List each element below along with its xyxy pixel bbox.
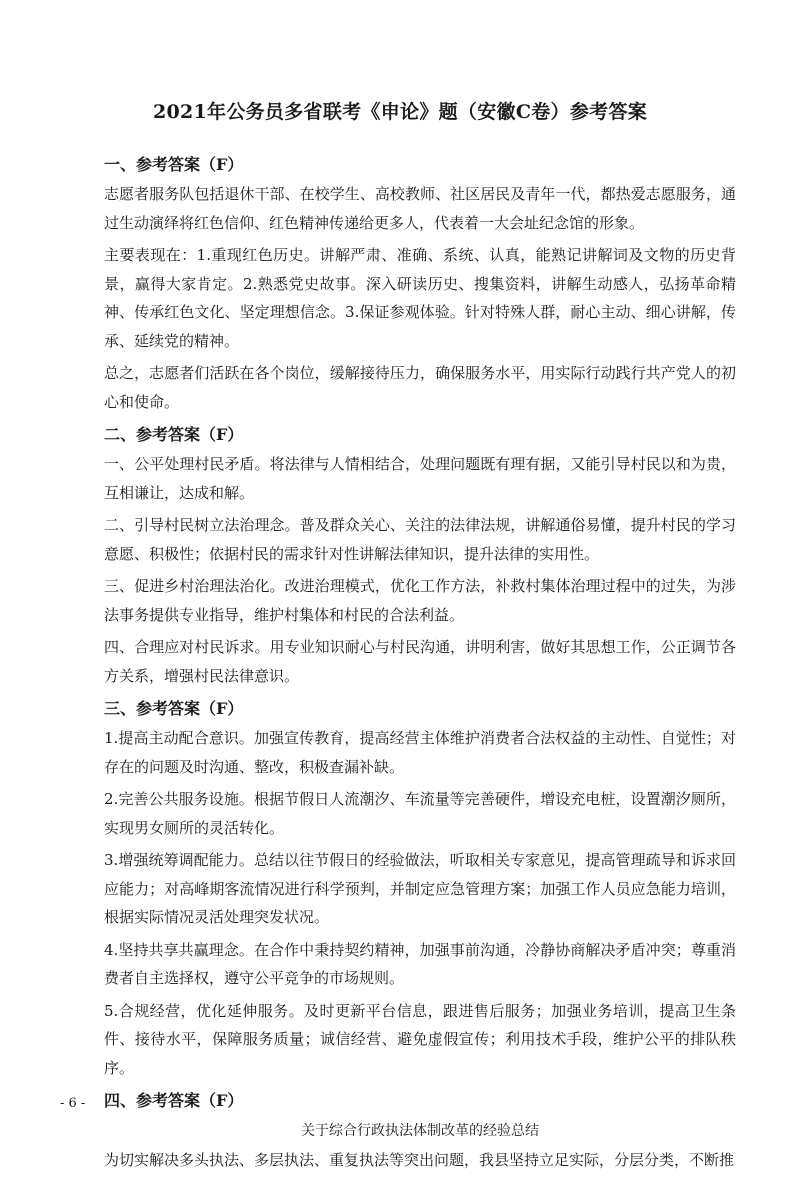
page-number: - 6 - (60, 1096, 86, 1111)
document-title: 2021年公务员多省联考《申论》题（安徽C卷）参考答案 (152, 101, 648, 123)
paragraph: 三、促进乡村治理法治化。改进治理模式，优化工作方法，补救村集体治理过程中的过失，为涉法事务提供专业指导，维护村集体和村民的合法利益。 (104, 577, 736, 624)
paragraph: 2.完善公共服务设施。根据节假日人流潮汐、车流量等完善硬件，增设充电桩，设置潮汐厕所，实现男女厕所的灵活转化。 (104, 790, 736, 837)
paragraph: 四、合理应对村民诉求。用专业知识耐心与村民沟通，讲明利害，做好其思想工作，公正调节各方关系，增强村民法律意识。 (104, 638, 736, 685)
paragraph: 二、引导村民树立法治理念。普及群众关心、关注的法律法规，讲解通俗易懂，提升村民的学习意愿、积极性；依据村民的需求针对性讲解法律知识，提升法律的实用性。 (104, 516, 736, 563)
paragraph: 4.坚持共享共赢理念。在合作中秉持契约精神，加强事前沟通，冷静协商解决矛盾冲突；尊重消费者自主选择权，遵守公平竞争的市场规则。 (104, 940, 736, 987)
answer-section-1 (104, 150, 736, 416)
paragraph: 志愿者服务队包括退休干部、在校学生、高校教师、社区居民及青年一代，都热爱志愿服务，通过生动演绎将红色信仰、红色精神传递给更多人，代表着一大会址纪念馆的形象。 (104, 185, 736, 232)
section-heading: 三、参考答案（F） (104, 699, 244, 718)
paragraph: 1.提高主动配合意识。加强宣传教育，提高经营主体维护消费者合法权益的主动性、自觉性；对存在的问题及时沟通、整改，积极查漏补缺。 (104, 729, 736, 776)
answer-section-3 (104, 694, 736, 1082)
paragraph: 总之，志愿者们活跃在各个岗位，缓解接待压力，确保服务水平，用实际行动践行共产党人的初心和使命。 (104, 364, 736, 411)
answer-section-4 (104, 1086, 736, 1175)
essay-subtitle: 关于综合行政执法体制改革的经验总结 (301, 1123, 539, 1139)
document-body (104, 150, 736, 1179)
paragraph: 为切实解决多头执法、多层执法、重复执法等突出问题，我县坚持立足实际，分层分类，不断推 (104, 1151, 735, 1169)
paragraph: 3.增强统筹调配能力。总结以往节假日的经验做法，听取相关专家意见，提高管理疏导和诉求回应能力；对高峰期客流情况进行科学预判，并制定应急管理方案；加强工作人员应急能力培训，根据实际情况灵活处理突发状况。 (104, 851, 736, 926)
paragraph: 主要表现在：1.重现红色历史。讲解严肃、准确、系统、认真，能熟记讲解词及文物的历史背景，赢得大家肯定。2.熟悉党史故事。深入研读历史、搜集资料，讲解生动感人，弘扬革命精神、传承红色文化、坚定理想信念。3.保证参观体验。针对特殊人群，耐心主动、细心讲解，传承、延续党的精神。 (104, 246, 736, 350)
paragraph: 5.合规经营，优化延伸服务。及时更新平台信息，跟进售后服务；加强业务培训，提高卫生条件、接待水平，保障服务质量；诚信经营、避免虚假宣传；利用技术手段，维护公平的排队秩序。 (104, 1001, 736, 1077)
paragraph: 一、公平处理村民矛盾。将法律与人情相结合，处理问题既有理有据，又能引导村民以和为贵，互相谦让，达成和解。 (104, 455, 736, 502)
section-heading: 四、参考答案（F） (104, 1091, 244, 1110)
section-heading: 二、参考答案（F） (104, 425, 244, 444)
section-heading: 一、参考答案（F） (104, 155, 244, 174)
answer-section-2 (104, 420, 736, 690)
